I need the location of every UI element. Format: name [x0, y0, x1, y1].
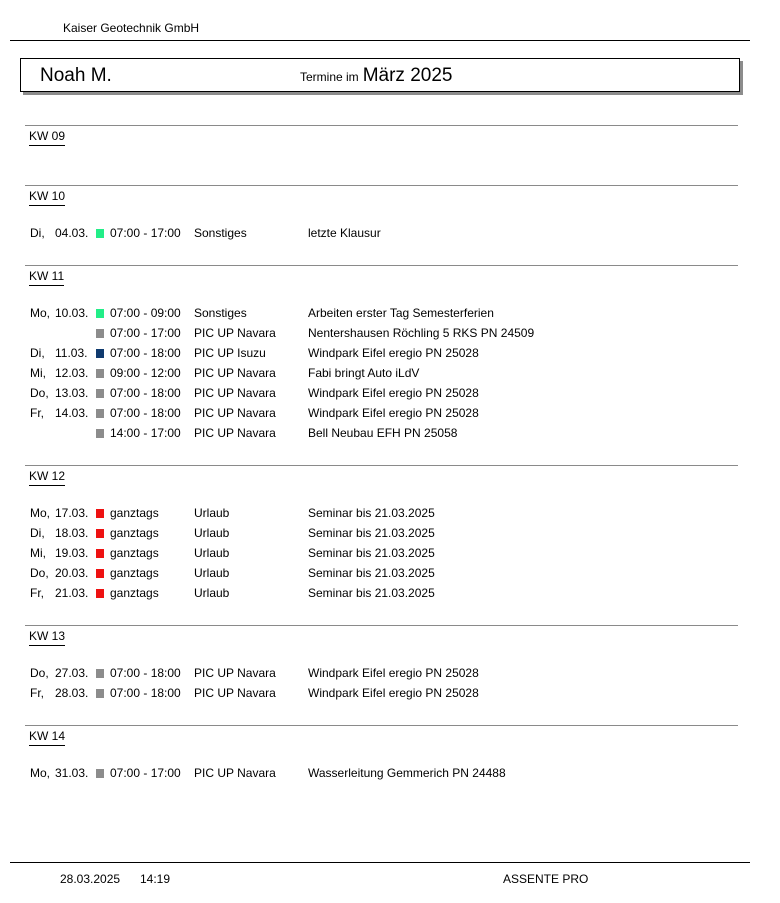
- description: Windpark Eifel eregio PN 25028: [308, 386, 479, 400]
- weekday: Fr,: [30, 406, 44, 420]
- category-color-swatch: [96, 309, 104, 318]
- person-name: Noah M.: [40, 65, 112, 86]
- category: Urlaub: [194, 566, 230, 580]
- category-color-swatch: [96, 549, 104, 558]
- week-label: KW 09: [29, 129, 65, 146]
- month-prefix: Termine im: [300, 70, 359, 84]
- appointment-row: [0, 343, 780, 363]
- week-divider: [25, 185, 738, 186]
- category-color-swatch: [96, 409, 104, 418]
- date: 12.03.: [55, 366, 89, 380]
- category: PIC UP Navara: [194, 766, 276, 780]
- time-range: 07:00 - 17:00: [110, 326, 181, 340]
- category: Urlaub: [194, 586, 230, 600]
- bottom-divider: [10, 862, 750, 863]
- time-range: 07:00 - 18:00: [110, 406, 181, 420]
- time-range: ganztags: [110, 566, 159, 580]
- weekday: Di,: [30, 526, 45, 540]
- date: 04.03.: [55, 226, 89, 240]
- weekday: Mi,: [30, 546, 46, 560]
- company-name: Kaiser Geotechnik GmbH: [63, 21, 200, 35]
- description: Windpark Eifel eregio PN 25028: [308, 666, 479, 680]
- category: PIC UP Navara: [194, 406, 276, 420]
- week-divider: [25, 465, 738, 466]
- date: 27.03.: [55, 666, 89, 680]
- category: PIC UP Navara: [194, 326, 276, 340]
- time-range: ganztags: [110, 586, 159, 600]
- time-range: ganztags: [110, 506, 159, 520]
- description: Windpark Eifel eregio PN 25028: [308, 406, 479, 420]
- category: PIC UP Navara: [194, 366, 276, 380]
- appointment-row: [0, 363, 780, 383]
- appointment-row: [0, 763, 780, 783]
- description: Seminar bis 21.03.2025: [308, 586, 435, 600]
- category: Sonstiges: [194, 306, 247, 320]
- weekday: Mi,: [30, 366, 46, 380]
- description: Bell Neubau EFH PN 25058: [308, 426, 458, 440]
- date: 31.03.: [55, 766, 89, 780]
- appointment-row: [0, 403, 780, 423]
- weekday: Fr,: [30, 686, 44, 700]
- appointment-row: [0, 383, 780, 403]
- time-range: ganztags: [110, 546, 159, 560]
- weekday: Fr,: [30, 586, 44, 600]
- week-divider: [25, 725, 738, 726]
- time-range: 07:00 - 17:00: [110, 226, 181, 240]
- time-range: 07:00 - 18:00: [110, 386, 181, 400]
- date: 13.03.: [55, 386, 89, 400]
- category-color-swatch: [96, 509, 104, 518]
- appointment-row: [0, 543, 780, 563]
- description: Arbeiten erster Tag Semesterferien: [308, 306, 494, 320]
- weekday: Mo,: [30, 506, 51, 520]
- week-divider: [25, 265, 738, 266]
- month-name: März 2025: [362, 65, 453, 86]
- time-range: ganztags: [110, 526, 159, 540]
- date: 17.03.: [55, 506, 89, 520]
- footer-app-name: ASSENTE PRO: [503, 872, 589, 886]
- month-title: [300, 65, 452, 87]
- weekday: Do,: [30, 666, 49, 680]
- date: 11.03.: [55, 346, 88, 360]
- time-range: 07:00 - 18:00: [110, 346, 181, 360]
- time-range: 09:00 - 12:00: [110, 366, 181, 380]
- description: Windpark Eifel eregio PN 25028: [308, 686, 479, 700]
- category-color-swatch: [96, 389, 104, 398]
- weekday: Do,: [30, 566, 49, 580]
- time-range: 07:00 - 18:00: [110, 666, 181, 680]
- week-divider: [25, 625, 738, 626]
- appointment-row: [0, 223, 780, 243]
- description: Windpark Eifel eregio PN 25028: [308, 346, 479, 360]
- weekday: Di,: [30, 346, 45, 360]
- week-divider: [25, 125, 738, 126]
- category: Urlaub: [194, 506, 230, 520]
- date: 18.03.: [55, 526, 89, 540]
- category: PIC UP Navara: [194, 666, 276, 680]
- description: Seminar bis 21.03.2025: [308, 546, 435, 560]
- category: PIC UP Navara: [194, 686, 276, 700]
- week-label: KW 10: [29, 189, 65, 206]
- appointment-row: [0, 563, 780, 583]
- appointment-row: [0, 523, 780, 543]
- category-color-swatch: [96, 349, 104, 358]
- appointment-row: [0, 663, 780, 683]
- time-range: 07:00 - 09:00: [110, 306, 181, 320]
- appointment-row: [0, 583, 780, 603]
- footer-date: 28.03.2025: [60, 872, 121, 886]
- footer-time: 14:19: [140, 872, 171, 886]
- report-header: [20, 58, 740, 92]
- category-color-swatch: [96, 769, 104, 778]
- weekday: Mo,: [30, 766, 51, 780]
- description: Nentershausen Röchling 5 RKS PN 24509: [308, 326, 535, 340]
- description: Wasserleitung Gemmerich PN 24488: [308, 766, 506, 780]
- weekday: Do,: [30, 386, 49, 400]
- category-color-swatch: [96, 329, 104, 338]
- category: PIC UP Navara: [194, 426, 276, 440]
- description: letzte Klausur: [308, 226, 381, 240]
- date: 20.03.: [55, 566, 89, 580]
- appointment-row: [0, 423, 780, 443]
- week-label: KW 12: [29, 469, 65, 486]
- category: Sonstiges: [194, 226, 247, 240]
- category-color-swatch: [96, 689, 104, 698]
- weekday: Di,: [30, 226, 45, 240]
- time-range: 07:00 - 18:00: [110, 686, 181, 700]
- date: 19.03.: [55, 546, 89, 560]
- weekday: Mo,: [30, 306, 51, 320]
- week-label: KW 13: [29, 629, 65, 646]
- description: Seminar bis 21.03.2025: [308, 506, 435, 520]
- category: Urlaub: [194, 526, 230, 540]
- category-color-swatch: [96, 569, 104, 578]
- week-label: KW 11: [29, 269, 64, 286]
- description: Seminar bis 21.03.2025: [308, 566, 435, 580]
- category-color-swatch: [96, 229, 104, 238]
- category: Urlaub: [194, 546, 230, 560]
- description: Seminar bis 21.03.2025: [308, 526, 435, 540]
- time-range: 14:00 - 17:00: [110, 426, 181, 440]
- category-color-swatch: [96, 369, 104, 378]
- category-color-swatch: [96, 429, 104, 438]
- appointment-row: [0, 683, 780, 703]
- appointment-row: [0, 303, 780, 323]
- date: 14.03.: [55, 406, 89, 420]
- category: PIC UP Isuzu: [194, 346, 266, 360]
- top-divider: [10, 40, 750, 41]
- time-range: 07:00 - 17:00: [110, 766, 181, 780]
- category-color-swatch: [96, 669, 104, 678]
- appointment-row: [0, 503, 780, 523]
- date: 21.03.: [55, 586, 89, 600]
- category-color-swatch: [96, 589, 104, 598]
- description: Fabi bringt Auto iLdV: [308, 366, 420, 380]
- date: 28.03.: [55, 686, 89, 700]
- appointment-row: [0, 323, 780, 343]
- category-color-swatch: [96, 529, 104, 538]
- category: PIC UP Navara: [194, 386, 276, 400]
- week-label: KW 14: [29, 729, 65, 746]
- date: 10.03.: [55, 306, 89, 320]
